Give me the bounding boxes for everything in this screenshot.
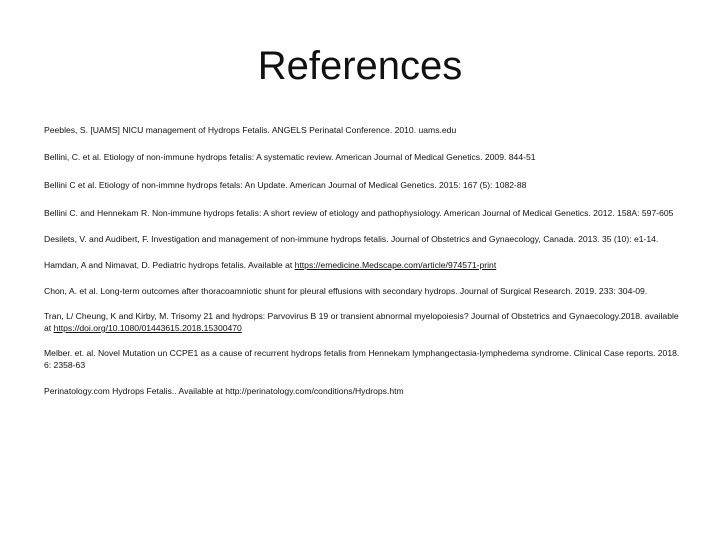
reference-text: Bellini C et al. Etiology of non-immne hydrops fetals: An Update. American Journal of Medical Genetics. 2015: 167 (5): 1082-88 (44, 180, 527, 190)
reference-item (44, 233, 684, 245)
reference-text: Desilets, V. and Audibert, F. Investigation and management of non-immune hydrops fetalis. Journal of Obstetrics and Gynaecology, Canada. 2013. 35 (10): e1-14. (44, 234, 659, 244)
reference-text: Tran, L/ Cheung, K and Kirby, M. Trisomy 21 and hydrops: Parvovirus B 19 or transient abnormal myelopoiesis? Journal of Obstetrics and Gynaecology.2018. available at (44, 311, 679, 333)
reference-item (44, 310, 684, 334)
reference-item (44, 285, 684, 297)
reference-item (44, 207, 684, 219)
reference-item (44, 385, 684, 397)
reference-item (44, 259, 684, 271)
reference-text: Perinatology.com Hydrops Fetalis.. Available at http://perinatology.com/conditions/Hydrops.htm (44, 386, 404, 396)
reference-item (44, 347, 684, 371)
reference-link[interactable]: https://doi.org/10.1080/01443615.2018.15300470 (53, 323, 242, 333)
reference-item (44, 179, 684, 191)
slide-title: References (257, 44, 463, 88)
reference-list (44, 124, 684, 414)
reference-text: Bellini C. and Hennekam R. Non-immune hydrops fetalis: A short review of etiology and pathophysiology. American Journal of Medical Genetics. 2012. 158A: 597-605 (44, 208, 674, 218)
reference-text: Bellini, C. et al. Etiology of non-immune hydrops fetalis: A systematic review. American Journal of Medical Genetics. 2009. 844-51 (44, 152, 536, 162)
reference-text: Hamdan, A and Nimavat, D. Pediatric hydrops fetalis. Available at (44, 260, 295, 270)
reference-link[interactable]: https://emedicine.Medscape.com/article/974571-print (294, 260, 497, 270)
reference-text: Peebles, S. [UAMS] NICU management of Hydrops Fetalis. ANGELS Perinatal Conference. 2010. uams.edu (44, 125, 457, 135)
reference-item (44, 151, 684, 163)
reference-item (44, 124, 684, 136)
reference-text: Chon, A. et al. Long-term outcomes after thoracoamniotic shunt for pleural effusions with secondary hydrops. Journal of Surgical Research. 2019. 233: 304-09. (44, 286, 648, 296)
reference-text: Melber. et. al. Novel Mutation un CCPE1 as a cause of recurrent hydrops fetalis from Hennekam lymphangectasia-lymphedema syndrome. Clinical Case reports. 2018. 6: 2358-63 (44, 348, 680, 370)
